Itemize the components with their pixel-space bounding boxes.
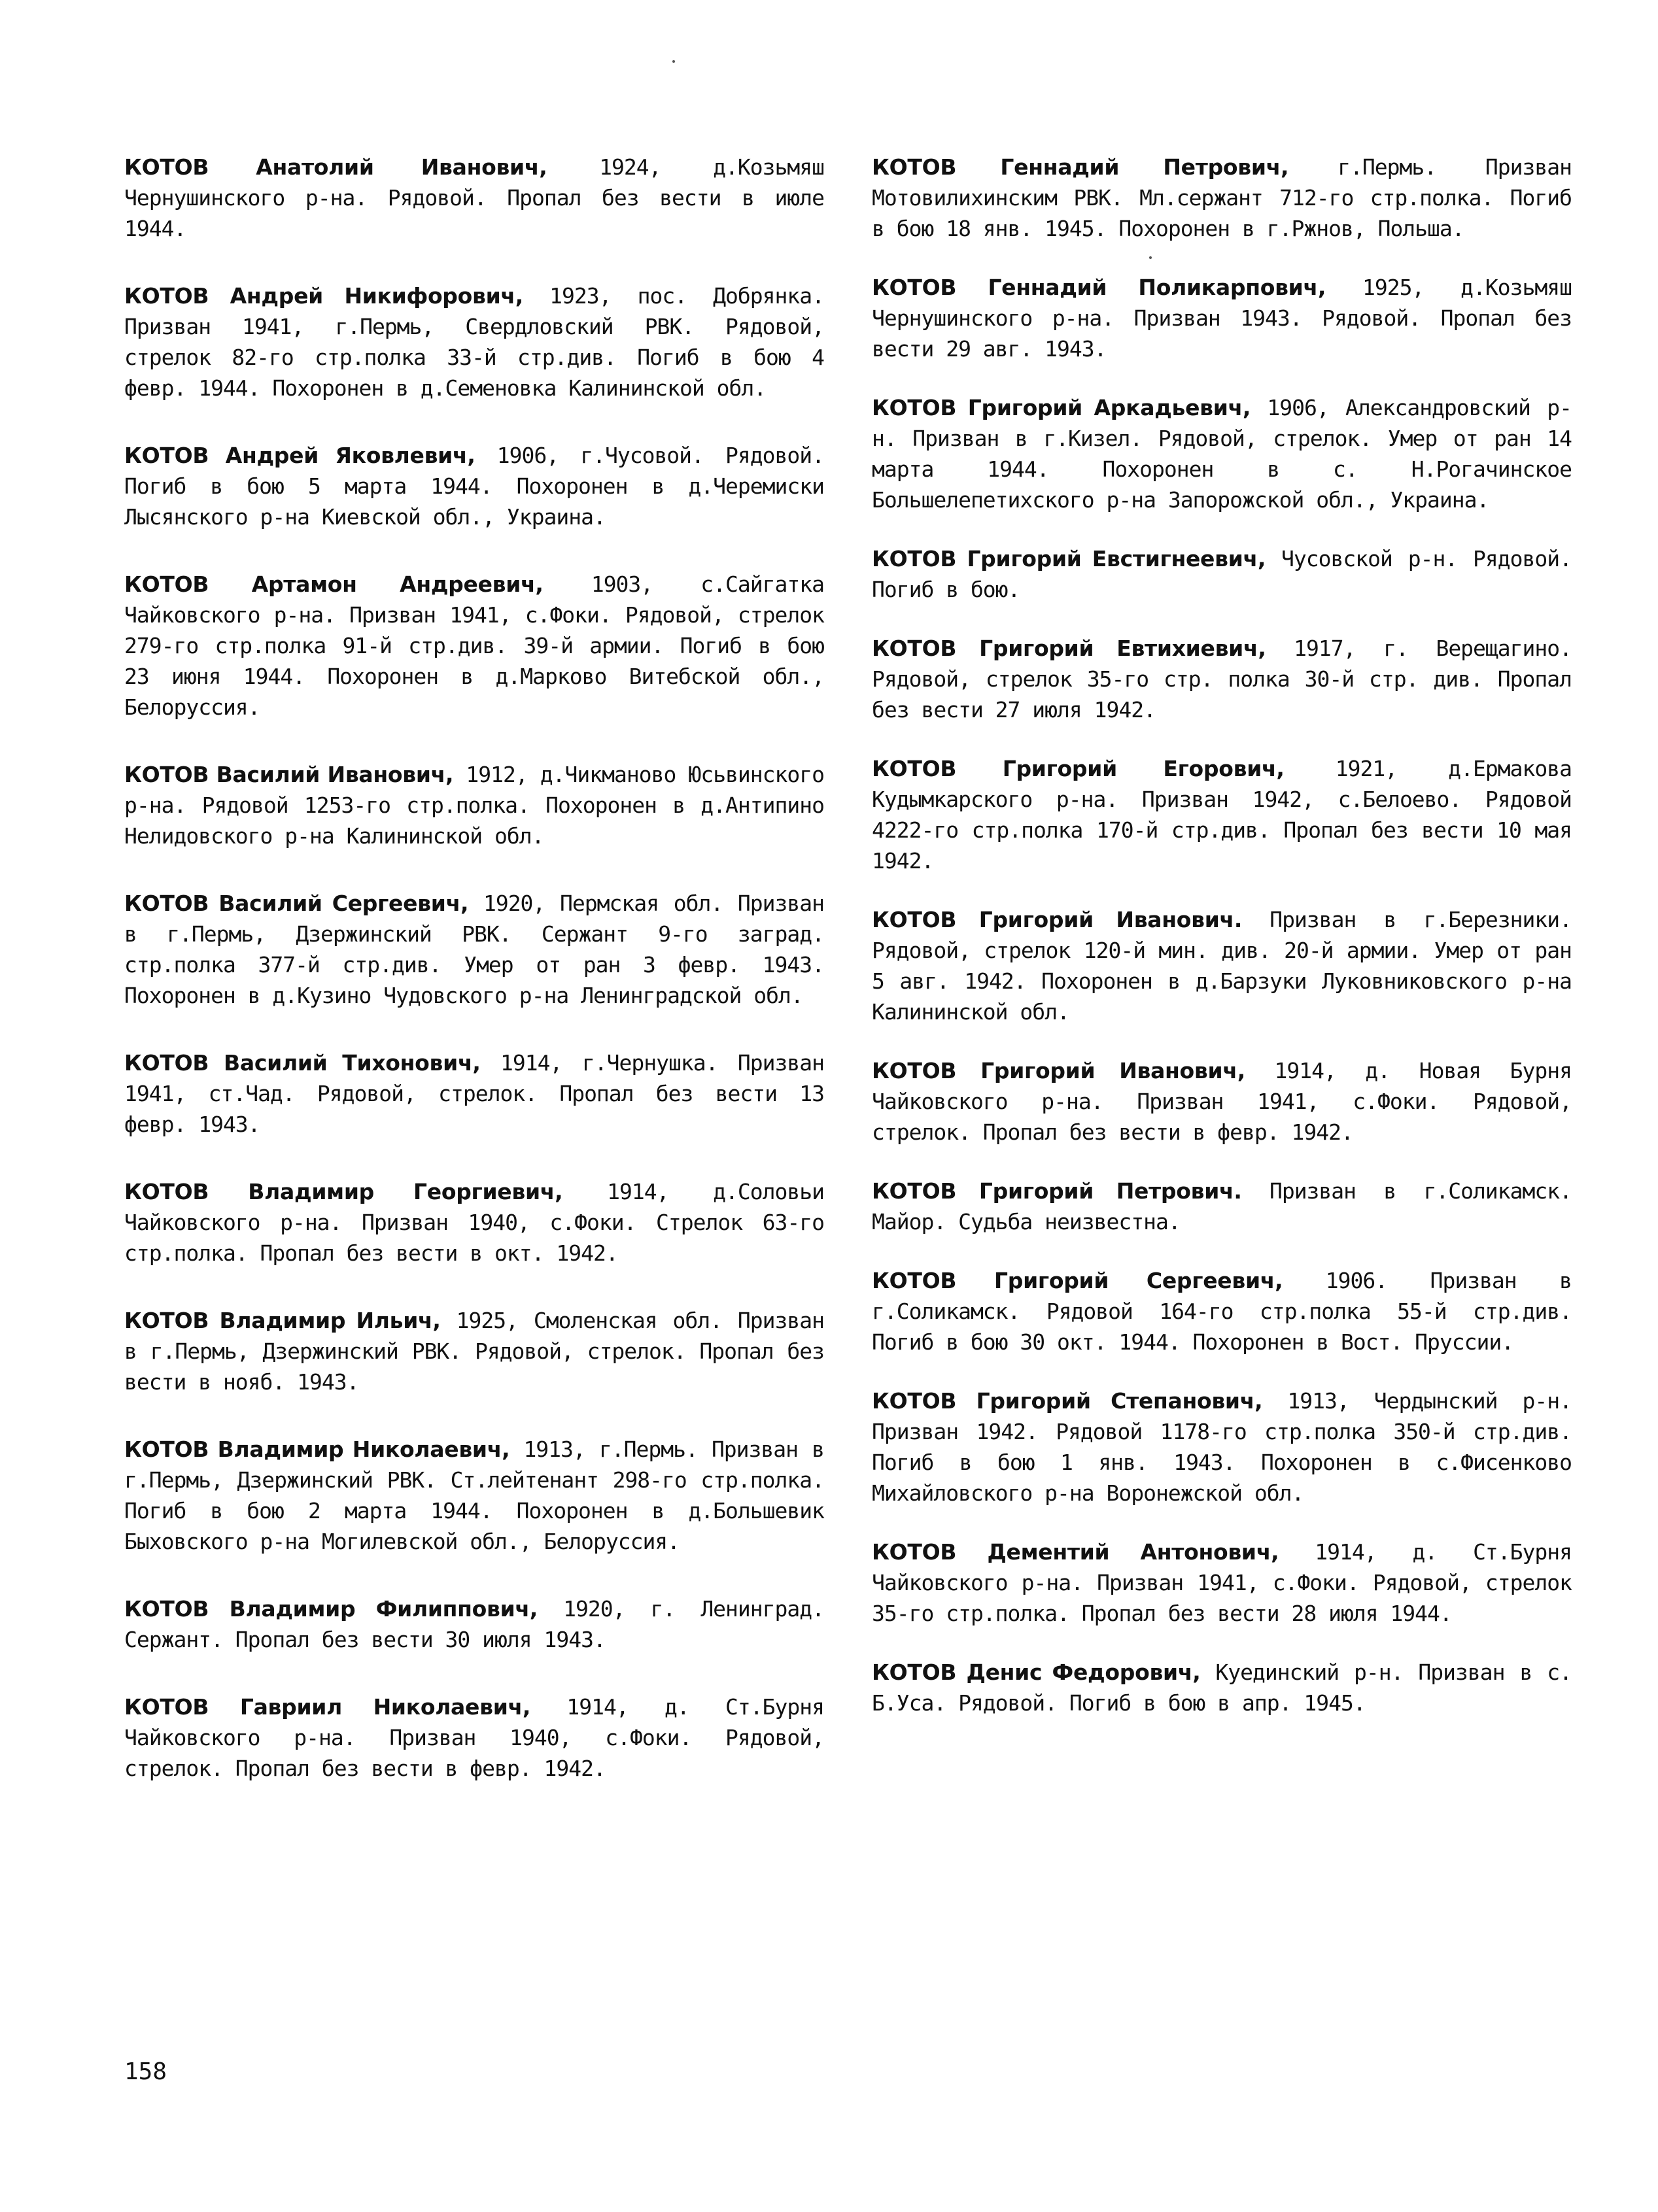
- list-item: [124, 152, 824, 244]
- entry-name: КОТОВ Григорий Евстигнеевич,: [872, 546, 1266, 571]
- entry-text: 1923, пос. Добрянка. Призван 1941, г.Пермь, Свердловский РВК. Рядовой, стрелок 82-го стр.полка 33-й стр.див. Погиб в бою 4 февр. 1944. Похоронен в д.Семеновка Калининской обл.: [124, 283, 824, 401]
- list-item: [872, 753, 1572, 876]
- entry-text: 1903, с.Сайгатка Чайковского р-на. Призван 1941, с.Фоки. Рядовой, стрелок 279-го стр.полка 91-й стр.див. 39-й армии. Погиб в бою 23 июня 1944. Похоронен в д.Марково Витебской обл., Белоруссия.: [124, 571, 824, 720]
- entry-text: 1906, Александровский р-н. Призван в г.Кизел. Рядовой, стрелок. Умер от ран 14 марта 1944. Похоронен в с. Н.Рогачинское Большелепетихского р-на Запорожской обл., Украина.: [872, 395, 1572, 513]
- list-item: [124, 1593, 824, 1655]
- entry-name: КОТОВ Денис Федорович,: [872, 1659, 1201, 1685]
- entry-name: КОТОВ Григорий Степанович,: [872, 1388, 1263, 1414]
- entry-text: 1914, г.Чернушка. Призван 1941, ст.Чад. Рядовой, стрелок. Пропал без вести 13 февр. 1943.: [124, 1050, 824, 1137]
- entry-text: 1921, д.Ермакова Кудымкарского р-на. Призван 1942, с.Белоевo. Рядовой 4222-го стр.полка 170-й стр.див. Пропал без вести 10 мая 1942.: [872, 756, 1572, 874]
- entry-name: КОТОВ Артамон Андреевич,: [124, 571, 544, 597]
- list-item: [124, 1047, 824, 1140]
- entry-text: 1906, г.Чусовой. Рядовой. Погиб в бою 5 марта 1944. Похоронен в д.Черемиски Лысянского р-на Киевской обл., Украина.: [124, 443, 824, 530]
- entry-text: 1920, г. Ленинград. Сержант. Пропал без вести 30 июля 1943.: [124, 1596, 824, 1652]
- entry-name: КОТОВ Владимир Ильич,: [124, 1308, 441, 1333]
- entry-name: КОТОВ Григорий Аркадьевич,: [872, 395, 1251, 420]
- entry-name: КОТОВ Гавриил Николаевич,: [124, 1694, 531, 1720]
- entry-text: 1917, г. Верещагино. Рядовой, стрелок 35-го стр. полка 30-й стр. див. Пропал без вести 27 июля 1942.: [872, 636, 1572, 723]
- entry-name: КОТОВ Григорий Евтихиевич,: [872, 636, 1266, 661]
- entry-name: КОТОВ Григорий Иванович,: [872, 1058, 1245, 1083]
- entry-text: 1913, г.Пермь. Призван в г.Пермь, Дзержинский РВК. Ст.лейтенант 298-го стр.полка. Погиб в бою 2 марта 1944. Похоронен в д.Большевик Быховского р-на Могилевской обл., Белоруссия.: [124, 1437, 824, 1554]
- entry-text: Чусовской р-н. Рядовой. Погиб в бою.: [872, 546, 1572, 602]
- entry-name: КОТОВ Григорий Сергеевич,: [872, 1268, 1283, 1293]
- list-item: [124, 440, 824, 532]
- entry-name: КОТОВ Владимир Филиппович,: [124, 1596, 538, 1622]
- entry-name: КОТОВ Андрей Никифорович,: [124, 283, 524, 309]
- entry-text: 1925, Смоленская обл. Призван в г.Пермь, Дзержинский РВК. Рядовой, стрелок. Пропал без вести в нояб. 1943.: [124, 1308, 824, 1395]
- entry-text: 1914, д. Ст.Бурня Чайковского р-на. Призван 1941, с.Фоки. Рядовой, стрелок 35-го стр.полка. Пропал без вести 28 июля 1944.: [872, 1539, 1572, 1626]
- entry-name: КОТОВ Григорий Егорович,: [872, 756, 1285, 781]
- list-item: [872, 904, 1572, 1027]
- list-item: [872, 152, 1572, 244]
- list-item: [124, 1692, 824, 1784]
- list-item: [124, 888, 824, 1011]
- list-item: [872, 392, 1572, 515]
- entry-name: КОТОВ Дементий Антонович,: [872, 1539, 1279, 1565]
- entry-name: КОТОВ Василий Иванович,: [124, 762, 454, 787]
- entry-text: 1914, д. Ст.Бурня Чайковского р-на. Призван 1940, с.Фоки. Рядовой, стрелок. Пропал без вести в февр. 1942.: [124, 1694, 824, 1781]
- page-number: 158: [124, 2058, 167, 2085]
- list-item: [872, 272, 1572, 364]
- entry-name: КОТОВ Василий Сергеевич,: [124, 891, 469, 916]
- entry-text: Куединский р-н. Призван в с. Б.Уса. Рядовой. Погиб в бою в апр. 1945.: [872, 1659, 1572, 1716]
- right-column: [872, 152, 1572, 1746]
- entry-text: Призван в г.Березники. Рядовой, стрелок 120-й мин. див. 20-й армии. Умер от ран 5 авг. 1942. Похоронен в д.Барзуки Луковниковского р-на Калининской обл.: [872, 907, 1572, 1025]
- list-item: [872, 1657, 1572, 1718]
- scan-speck: [672, 60, 675, 63]
- entry-text: 1913, Чердынский р-н. Призван 1942. Рядовой 1178-го стр.полка 350-й стр.див. Погиб в бою 1 янв. 1943. Похоронен в с.Фисенково Михайловского р-на Воронежской обл.: [872, 1388, 1572, 1506]
- entry-text: 1914, д.Соловьи Чайковского р-на. Призван 1940, с.Фоки. Стрелок 63-го стр.полка. Пропал без вести в окт. 1942.: [124, 1179, 824, 1266]
- entry-text: г.Пермь. Призван Мотовилихинским РВК. Мл.сержант 712-го стр.полка. Погиб в бою 18 янв. 1945. Похоронен в г.Ржнов, Польша.: [872, 154, 1572, 241]
- entry-name: КОТОВ Андрей Яковлевич,: [124, 443, 475, 468]
- entry-name: КОТОВ Владимир Георгиевич,: [124, 1179, 563, 1204]
- list-item: [124, 1434, 824, 1557]
- list-item: [872, 1176, 1572, 1237]
- list-item: [124, 759, 824, 851]
- left-column: [124, 152, 824, 1820]
- entry-text: Призван в г.Соликамск. Майор. Судьба неизвестна.: [872, 1178, 1572, 1234]
- list-item: [872, 1265, 1572, 1357]
- list-item: [872, 633, 1572, 725]
- list-item: [872, 1386, 1572, 1508]
- entry-name: КОТОВ Василий Тихонович,: [124, 1050, 481, 1076]
- entry-text: 1925, д.Козьмяш Чернушинского р-на. Призван 1943. Рядовой. Пропал без вести 29 авг. 1943.: [872, 275, 1572, 362]
- entry-name: КОТОВ Григорий Иванович.: [872, 907, 1243, 932]
- entry-name: КОТОВ Геннадий Петрович,: [872, 154, 1289, 180]
- entry-text: 1920, Пермская обл. Призван в г.Пермь, Дзержинский РВК. Сержант 9-го заград. стр.полка 377-й стр.див. Умер от ран 3 февр. 1943. Похоронен в д.Кузино Чудовского р-на Ленинградской обл.: [124, 891, 825, 1008]
- entry-text: 1906. Призван в г.Соликамск. Рядовой 164-го стр.полка 55-й стр.див. Погиб в бою 30 окт. 1944. Похоронен в Вост. Пруссии.: [872, 1268, 1572, 1355]
- list-item: [124, 569, 824, 723]
- list-item: [872, 1537, 1572, 1629]
- entry-text: 1912, д.Чикманово Юсьвинского р-на. Рядовой 1253-го стр.полка. Похоронен в д.Антипино Нелидовского р-на Калининской обл.: [124, 762, 825, 849]
- entry-name: КОТОВ Анатолий Иванович,: [124, 154, 547, 180]
- list-item: [124, 1305, 824, 1397]
- entry-text: 1914, д. Новая Бурня Чайковского р-на. Призван 1941, с.Фоки. Рядовой, стрелок. Пропал без вести в февр. 1942.: [872, 1058, 1572, 1145]
- entry-name: КОТОВ Григорий Петрович.: [872, 1178, 1242, 1204]
- entry-text: 1924, д.Козьмяш Чернушинского р-на. Рядовой. Пропал без вести в июле 1944.: [124, 154, 824, 241]
- entry-name: КОТОВ Геннадий Поликарпович,: [872, 275, 1326, 300]
- list-item: [124, 281, 824, 403]
- list-item: [124, 1176, 824, 1268]
- list-item: [872, 1055, 1572, 1148]
- entry-name: КОТОВ Владимир Николаевич,: [124, 1437, 510, 1462]
- list-item: [872, 543, 1572, 605]
